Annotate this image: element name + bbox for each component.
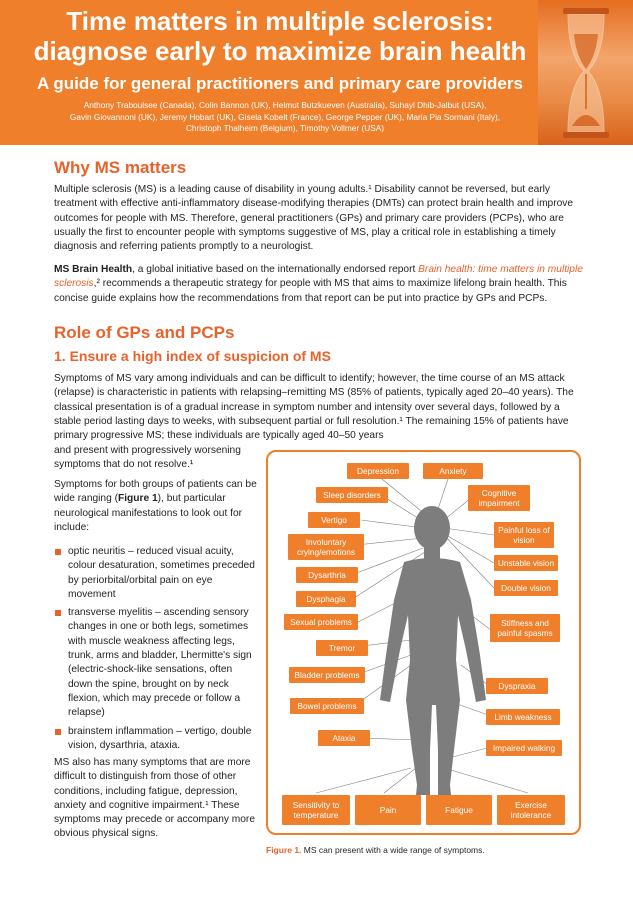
symptom-label-bowel-problems: Bowel problems bbox=[290, 698, 364, 714]
bullet-square-icon bbox=[55, 610, 61, 616]
report-link[interactable]: Brain health: time matters in multiple sclerosis bbox=[54, 264, 583, 290]
symptom-label-pain: Pain bbox=[355, 795, 421, 825]
why-paragraph-1: Multiple sclerosis (MS) is a leading cause of disability in young adults.¹ Disability cannot be reversed, but early treatment with effective anti-inflammatory disease-modifying therapies (DMTs) can protect brain health and improve outcomes for people with MS. Therefore, general practitioners (GPs) and primary care providers (PCPs), who are usually the first to encounter people with symptoms suggestive of MS, play a critical role in establishing a timely diagnosis and referring patients promptly to a neurologist. bbox=[54, 184, 574, 253]
body-silhouette-figure bbox=[266, 450, 581, 835]
why-paragraph-2: MS Brain Health, a global initiative based on the internationally endorsed report Brain health: time matters in multiple sclerosis,² recommends a therapeutic strategy for people with MS that aims to maximize lifelong brain health. This concise guide explains how the recommendations from that report can be put into practice by GPs and PCPs. bbox=[54, 264, 583, 304]
symptom-label-dysarthria: Dysarthria bbox=[296, 567, 358, 583]
bullet-square-icon bbox=[55, 549, 61, 555]
page-title-line-2: diagnose early to maximize brain health bbox=[33, 36, 527, 66]
symptom-label-double-vision: Double vision bbox=[494, 580, 558, 596]
symptom-label-cognitive-impairment: Cognitive impairment bbox=[468, 485, 530, 511]
header-banner bbox=[0, 0, 633, 145]
bullet-item-optic-neuritis: optic neuritis – reduced visual acuity, colour desaturation, sometimes preceded by periorbital/orbital pain on eye movement bbox=[54, 545, 259, 602]
role-paragraph-2: Symptoms for both groups of patients can be wide ranging (Figure 1), but particular neurological manifestations to look out for include: bbox=[54, 479, 257, 533]
symptom-bullet-list bbox=[54, 545, 259, 757]
bullet-item-brainstem: brainstem inflammation – vertigo, double vision, dysarthria, ataxia. bbox=[54, 725, 259, 754]
symptom-label-sensitivity-temperature: Sensitivity to temperature bbox=[282, 795, 350, 825]
symptom-label-unstable-vision: Unstable vision bbox=[494, 555, 558, 571]
authors-line-2: Gavin Giovannoni (UK), Jeremy Hobart (UK), Gisela Kobelt (France), George Pepper (UK), Maria Pia Sormani (Italy), bbox=[69, 111, 501, 122]
symptom-label-anxiety: Anxiety bbox=[423, 463, 483, 479]
bullet-item-transverse-myelitis: transverse myelitis – ascending sensory changes in one or both legs, sometimes with muscle weakness affecting legs, trunk, arms and bladder, Lhermitte's sign (electric-shock-like sensations, often down the spine, brought on by neck flexion, which may precede or follow a relapse) bbox=[54, 606, 259, 720]
page-title-line-1: Time matters in multiple sclerosis: bbox=[66, 6, 494, 36]
symptom-label-exercise-intolerance: Exercise intolerance bbox=[497, 795, 565, 825]
symptom-label-tremor: Tremor bbox=[316, 640, 368, 656]
bullet-square-icon bbox=[55, 729, 61, 735]
section-heading-role: Role of GPs and PCPs bbox=[54, 323, 235, 342]
symptom-label-impaired-walking: Impaired walking bbox=[486, 740, 562, 756]
symptom-label-stiffness-spasms: Stiffness and painful spasms bbox=[490, 614, 560, 642]
authors-line-1: Anthony Traboulsee (Canada), Colin Bannon (UK), Helmut Butzkueven (Australia), Suhayl Dhib-Jalbut (USA), bbox=[83, 100, 487, 110]
symptom-label-fatigue: Fatigue bbox=[426, 795, 492, 825]
symptom-label-involuntary-crying: Involuntary crying/emotions bbox=[288, 534, 364, 560]
symptom-label-sexual-problems: Sexual problems bbox=[284, 614, 358, 630]
symptom-label-depression: Depression bbox=[347, 463, 409, 479]
ms-brain-health-bold: MS Brain Health bbox=[54, 264, 133, 275]
figure-1-reference: Figure 1 bbox=[118, 493, 158, 505]
symptom-label-limb-weakness: Limb weakness bbox=[486, 709, 560, 725]
role-paragraph-1-continued: and present with progressively worsening symptoms that do not resolve.¹ bbox=[54, 445, 241, 471]
authors-line-3: Christoph Thalheim (Belgium), Timothy Vollmer (USA) bbox=[185, 123, 385, 133]
hourglass-icon bbox=[566, 14, 606, 132]
author-list bbox=[40, 100, 530, 135]
symptom-label-painful-loss-of-vision: Painful loss of vision bbox=[494, 522, 554, 548]
symptom-label-dyspraxia: Dyspraxia bbox=[486, 678, 548, 694]
figure-caption: Figure 1. MS can present with a wide range of symptoms. bbox=[266, 845, 485, 855]
subsection-heading-suspicion: 1. Ensure a high index of suspicion of MS bbox=[54, 348, 331, 364]
page-subtitle: A guide for general practitioners and primary care providers bbox=[37, 74, 523, 93]
role-paragraph-1: Symptoms of MS vary among individuals and can be difficult to identify; however, the time course of an MS attack (relapse) is characteristic in patients with relapsing–remitting MS (85% of patients, typically aged 20–40 years). The classical presentation is of a gradual increase in symptom number and intensity over several days, followed by a stable period lasting days to weeks, with subsequent partial or full resolution.¹ The remaining 15% of patients have primary progressive MS; these individuals are typically aged 40–50 years bbox=[54, 373, 574, 442]
role-paragraph-3: MS also has many symptoms that are more difficult to distinguish from those of other conditions, including fatigue, depression, anxiety and cognitive impairment.¹ These symptoms may precede or accompany more obvious physical signs. bbox=[54, 757, 255, 840]
symptom-label-sleep-disorders: Sleep disorders bbox=[316, 487, 388, 503]
symptom-label-ataxia: Ataxia bbox=[318, 730, 370, 746]
symptom-label-vertigo: Vertigo bbox=[308, 512, 360, 528]
section-heading-why-ms-matters: Why MS matters bbox=[54, 158, 187, 177]
symptom-label-dysphagia: Dysphagia bbox=[296, 591, 356, 607]
symptom-label-bladder-problems: Bladder problems bbox=[289, 667, 365, 683]
